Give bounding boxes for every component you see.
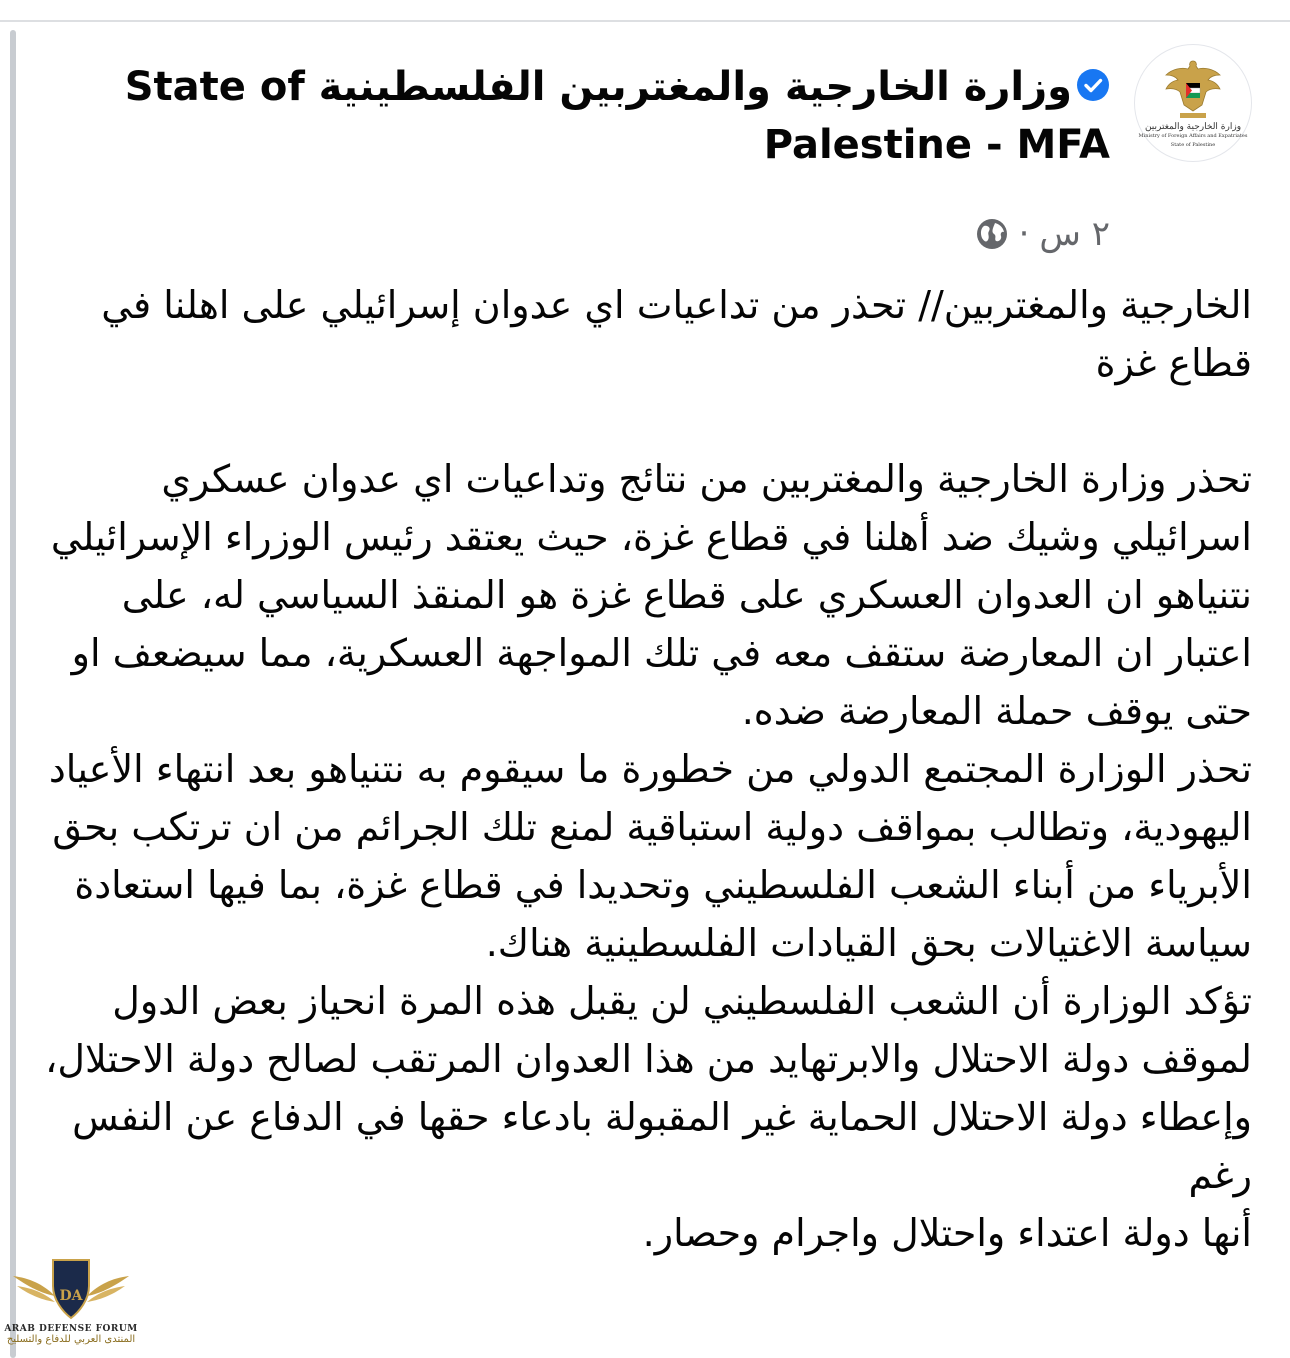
logo-text-arabic: وزارة الخارجية والمغتربين xyxy=(1144,121,1242,132)
arab-defense-forum-watermark xyxy=(6,1256,136,1356)
post-paragraph: تحذر وزارة الخارجية والمغتربين من نتائج وتداعيات اي عدوان عسكري اسرائيلي وشيك ضد أهلنا في قطاع غزة، حيث يعتقد رئيس الوزراء الإسرائيلي نتنياهو ان العدوان العسكري على قطاع غزة هو المنقذ السياسي له، على اعتبار ان المعارضة ستقف معه في تلك المواجهة العسكرية، مما سيضعف او حتى يوقف حملة المعارضة ضده. xyxy=(50,457,1252,733)
post-body xyxy=(32,276,1252,1262)
page-name-text: وزارة الخارجية والمغتربين الفلسطينية State of Palestine - MFA xyxy=(124,64,1110,168)
facebook-post xyxy=(30,30,1270,1358)
scroll-edge xyxy=(10,30,16,1358)
watermark-text-arabic: المنتدى العربي للدفاع والتسليح xyxy=(6,1334,136,1345)
verified-badge-icon xyxy=(1076,68,1110,102)
page-avatar[interactable] xyxy=(1134,44,1252,162)
post-headline: الخارجية والمغتربين// تحذر من تداعيات اي عدوان إسرائيلي على اهلنا في قطاع غزة xyxy=(101,283,1252,385)
globe-icon[interactable] xyxy=(975,217,1009,251)
eagle-emblem-icon xyxy=(1162,57,1224,123)
post-timestamp[interactable]: ٢ س xyxy=(1039,214,1110,254)
logo-text-state: State of Palestine xyxy=(1170,141,1216,148)
post-meta xyxy=(975,210,1110,258)
logo-text-english: Ministry of Foreign Affairs and Expatriates xyxy=(1138,132,1248,139)
page-name-link[interactable] xyxy=(110,58,1110,174)
post-paragraph: تؤكد الوزارة أن الشعب الفلسطيني لن يقبل هذه المرة انحياز بعض الدول لموقف دولة الاحتلال والابرتهايد من هذا العدوان المرتقب لصالح دولة الاحتلال، وإعطاء دولة الاحتلال الحماية غير المقبولة بادعاء حقها في الدفاع عن النفس رغم xyxy=(45,979,1252,1197)
svg-text:DA: DA xyxy=(59,1288,83,1304)
winged-shield-icon xyxy=(9,1256,133,1322)
top-divider xyxy=(0,20,1290,22)
post-paragraph: تحذر الوزارة المجتمع الدولي من خطورة ما سيقوم به نتنياهو بعد انتهاء الأعياد اليهودية، وتطالب بمواقف دولية استباقية لمنع تلك الجرائم من ان ترتكب بحق الأبرياء من أبناء الشعب الفلسطيني وتحديدا في قطاع غزة، بما فيها استعادة سياسة الاغتيالات بحق القيادات الفلسطينية هناك. xyxy=(48,747,1252,965)
watermark-text-english: ARAB DEFENSE FORUM xyxy=(4,1324,138,1334)
post-paragraph: أنها دولة اعتداء واحتلال واجرام وحصار. xyxy=(642,1211,1252,1255)
meta-separator: · xyxy=(1018,214,1030,254)
